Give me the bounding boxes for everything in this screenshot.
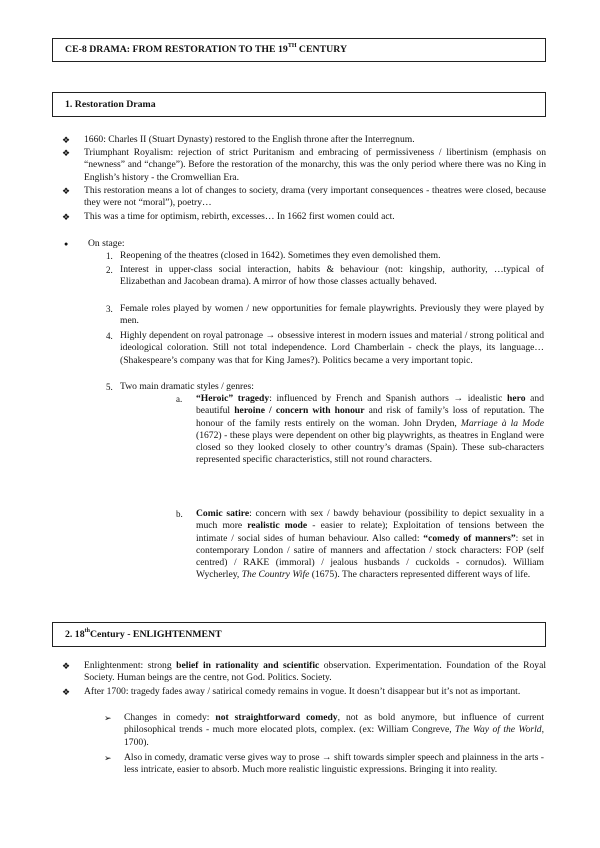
genre-term: “Heroic” tragedy [196, 393, 270, 404]
diamond-bullet-icon: ❖ [62, 148, 71, 158]
page-title [52, 38, 546, 62]
diamond-bullet-icon: ❖ [62, 212, 71, 222]
diamond-bullet-icon: ❖ [62, 186, 71, 196]
genre-term: Comic satire [196, 508, 250, 519]
arrow-bullet-icon: ➢ [104, 753, 112, 763]
diamond-bullet-icon: ❖ [62, 687, 71, 697]
title-main: CE-8 DRAMA: FROM RESTORATION TO THE 19 [65, 44, 288, 55]
section-heading-restoration: 1. Restoration Drama [52, 92, 546, 117]
section-heading-enlightenment: 2. 18thCentury - ENLIGHTENMENT [52, 622, 546, 647]
dot-bullet-icon: ● [64, 240, 69, 248]
document-page: CE-8 DRAMA: FROM RESTORATION TO THE 19TH CENTURY 1. Restoration Drama ❖ 1660: Charles II (Stuart Dynasty) restored to the English throne after the Interregnum. ❖ Triumphant Royalism: rejection of strict Puritanism and embracing of permissiveness / libertinism (emphasis on “newness” and “change”). Before the restoration of the monarchy, this was the only period where there was no King in English’s history - the Cromwellian Era. ❖ This restoration means a lot of changes to society, drama (very important consequences - theatres were closed, because they were not “moral”), poetry… ❖ This was a time for optimism, rebirth, excesses… In 1662 first women could act. ● On stage: 1. Reopening of the theatres (closed in 1642). Sometimes they even demolished them. 2. Interest in upper-class social interaction, habits & behaviour (not: kingship, authority, …typical of Elizabethan and Jacobean drama). A mirror of how those classes actually behaved. 3. Female roles played by women / new opportunities for female playwrights. Previously they were played by men. 4. Highly dependent on royal patronage → obsessive interest in modern issues and material / strong political and ideological coloration. Still not total independence. Lord Chamberlain - check the plays, its language… (Shakespeare’s company was that for King James?). Politics became a very important topic. 5. Two main dramatic styles / genres: a. “Heroic” tragedy: influenced by French and Spanish authors → idealistic hero and beautiful heroine / concern with honour and risk of family’s loss of reputation. The honour of the family rests entirely on the woman. John Dryden, Marriage à la Mode (1672) - these plays were dependent on other big playwrights, as theatres in England were closed so they looked closely to other country’s dramas (Spain). These sub-characters represented specific characteristics, still not round characters. b. Comic satire: concern with sex / bawdy behaviour (possibility to depict sexuality in a much more realistic mode - easier to relate); Exploitation of tensions between the intimate / social sides of human behaviour. Also called: “comedy of manners”: set in contemporary London / satire of manners and affectation / stock characters: FOP (self centred) / RAKE (immoral) / jealous husbands / cuckolds - cornudos). William Wycherley, The Country Wife (1675). The characters represented different ways of life. 2. 18thCentury - ENLIGHTENMENT ❖ Enlightenment: strong belief in rationality and scientific observation. Experimentation. Foundation of the Royal Society. Human beings are the centre, not God. Politics. Society. ❖ After 1700: tragedy fades away / satirical comedy remains in vogue. It doesn’t disappear but it’s not as important. ➢ Changes in comedy: not straightforward comedy, not as bold anymore, but influence of current philosophical trends - much more elocated plots, complex. (ex: William Congreve, The Way of the World, 1700). ➢ Also in comedy, dramatic verse gives way to prose → shift towards simpler speech and plainness in the arts - less intricate, easier to absorb. Much more realistic linguistic expressions. Bringing it into reality. [0, 0, 600, 848]
title-end: CENTURY [296, 44, 348, 55]
diamond-bullet-icon: ❖ [62, 661, 71, 671]
diamond-bullet-icon: ❖ [62, 135, 71, 145]
arrow-bullet-icon: ➢ [104, 713, 112, 723]
title-sup: TH [287, 42, 297, 49]
